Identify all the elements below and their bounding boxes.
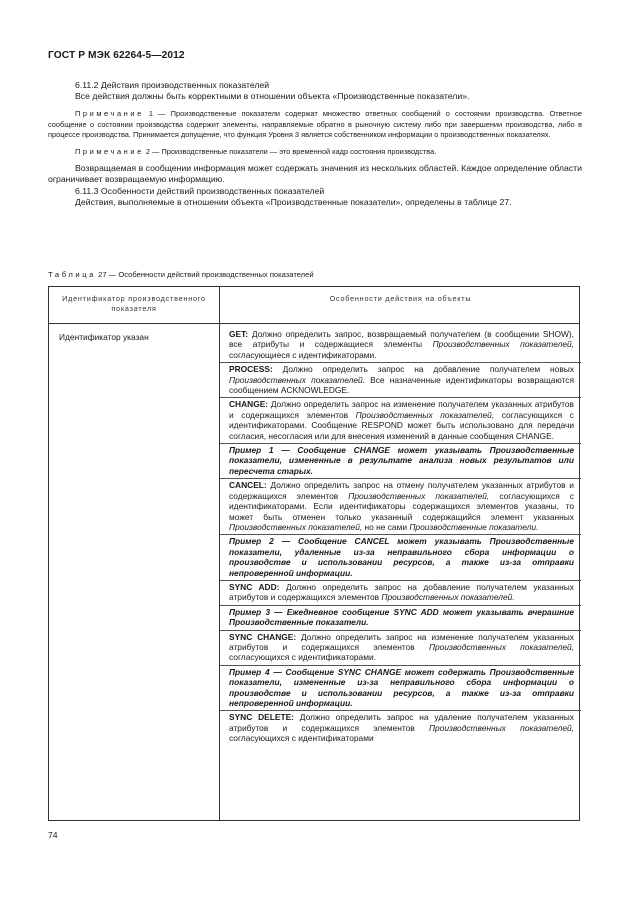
action-keyword: CANCEL: (229, 480, 267, 491)
action-text: Должно определить запрос на отмену получателем указанных атрибутов и содержащихся элементов (229, 480, 574, 501)
column-header-identifier: Идентификатор производственного показателя (62, 294, 206, 313)
action-text: согласующихся с идентификаторами (229, 733, 374, 744)
action-text: Должно определить запрос на удаление получателем указанных атрибутов и содержащихся элементов (229, 712, 574, 733)
action-text: Производственные показатели. (409, 521, 539, 532)
body-text (48, 80, 582, 208)
table-caption (48, 270, 314, 279)
note-1 (48, 109, 582, 140)
action-text: Должно определить запрос на изменение получателем указанных атрибутов и содержащихся элементов (229, 399, 574, 420)
action-keyword: SYNC ADD: (229, 581, 280, 592)
action-text: Производственных показателей, (432, 339, 574, 350)
action-text: Должно определить запрос на изменение получателем указанных атрибутов и содержащихся элементов (229, 631, 574, 652)
action-block (220, 630, 581, 665)
action-block (220, 328, 581, 362)
note-2 (48, 147, 582, 157)
action-keyword: GET: (229, 329, 249, 339)
action-text: согласующихся с идентификаторами. Сообщение RESPOND может быть использовано для передачи согласия, несогласия или для внесения изменений в данные сообщения CHANGE. (229, 409, 574, 441)
action-block (220, 362, 581, 397)
action-text: согласующихся с идентификаторами. (229, 652, 376, 663)
action-block (220, 534, 581, 580)
action-block (220, 580, 581, 605)
action-text: Должно определить запрос на добавление получателем указанных атрибутов и содержащихся элементов (229, 581, 574, 603)
section-heading-6-11-3: 6.11.3 Особенности действий производственных показателей (75, 185, 325, 196)
action-block (220, 443, 581, 478)
table-header (49, 287, 579, 324)
action-text: Должно определить запрос, возвращаемый получателем (в сообщении SHOW), все атрибуты и содержащиеся элементы (229, 329, 574, 350)
action-text: но не сами (362, 521, 410, 532)
standard-designation: ГОСТ Р МЭК 62264-5—2012 (48, 50, 185, 61)
action-text: Производственных показателей, (428, 641, 575, 652)
action-keyword: PROCESS: (229, 364, 273, 375)
action-text: Производственных показателей, (355, 409, 495, 420)
column-header-features: Особенности действия на объекты (329, 294, 472, 303)
action-block (220, 605, 581, 630)
table-caption-label: Таблица (48, 270, 96, 279)
action-keyword: SYNC DELETE: (229, 712, 294, 723)
note-2-label: Примечание (75, 147, 144, 157)
action-block (220, 397, 581, 443)
table-27 (48, 286, 580, 821)
paragraph-areas: Возвращаемая в сообщении информация может содержать значения из нескольких областей. Каждое определение области ограничивает возвращаемую информацию. (48, 163, 582, 185)
section-intro: Все действия должны быть корректными в отношении объекта «Производственные показатели». (75, 91, 470, 102)
action-text: согласующиеся с идентификаторами. (229, 349, 377, 360)
example-text: Пример 3 — Ежедневное сообщение SYNC ADD может указывать вчерашние Производственные показатели. (229, 606, 574, 628)
note-1-text: 1 — Производственные показатели содержат множество ответных сообщений о состоянии производства. Ответное сообщение о состоянии производства содержит элементы, направляемые обратно в рыночную систему либо при завершении производства, либо в процессе производства. Принимается допущение, что функция Уровня 3 является собственником информации о производственных показателях. (48, 109, 582, 139)
action-features-cell (220, 328, 581, 746)
action-block (220, 710, 581, 745)
table-caption-text: 27 — Особенности действий производственных показателей (98, 270, 314, 279)
action-block (220, 665, 581, 711)
action-text: Производственных показателей, (229, 521, 363, 532)
paragraph-table-ref: Действия, выполняемые в отношении объекта «Производственные показатели», определены в таблице 27. (75, 196, 512, 207)
row-identifier-cell: Идентификатор указан (59, 332, 149, 342)
action-text: Все назначенные идентификаторы возвращаются сообщением ACKNOWLEDGE. (229, 374, 575, 396)
note-1-label: Примечание (75, 109, 144, 119)
action-keyword: CHANGE: (229, 399, 269, 410)
example-text: Пример 4 — Сообщение SYNC CHANGE может содержать Производственные показатели, измененные из-за неправильного сбора информации о производстве и использовании ресурсов, а также из-за отправки непроверенной информации. (229, 666, 574, 708)
action-block (220, 478, 581, 534)
action-text: Производственных показателей, (428, 722, 575, 733)
note-2-text: 2 — Производственные показатели — это временной кадр состояния производства. (145, 147, 437, 157)
page-number: 74 (48, 830, 58, 840)
example-text: Пример 2 — Сообщение CANCEL может указывать Производственные показатели, удаленные из-за неправильного сбора информации о производстве и использовании ресурсов, а также из-за отправки непроверенной информации. (229, 536, 574, 578)
action-text: Должно определить запрос на добавление получателем новых (272, 364, 574, 375)
action-keyword: SYNC CHANGE: (229, 631, 297, 642)
action-text: Производственных показателей. (229, 374, 365, 385)
action-text: согласующихся с идентификаторами. Если идентификаторы содержащихся элементов указаны, то может быть отменен только указанный содержащийся элемент указанных (229, 490, 574, 522)
section-heading-6-11-2: 6.11.2 Действия производственных показателей (75, 80, 270, 90)
example-text: Пример 1 — Сообщение CHANGE может указывать Производственные показатели, измененные в результате анализа новых результатов или пересчета старых. (229, 445, 574, 476)
action-text: Производственных показателей, (348, 490, 490, 501)
action-text: Производственных показателей. (381, 592, 515, 603)
